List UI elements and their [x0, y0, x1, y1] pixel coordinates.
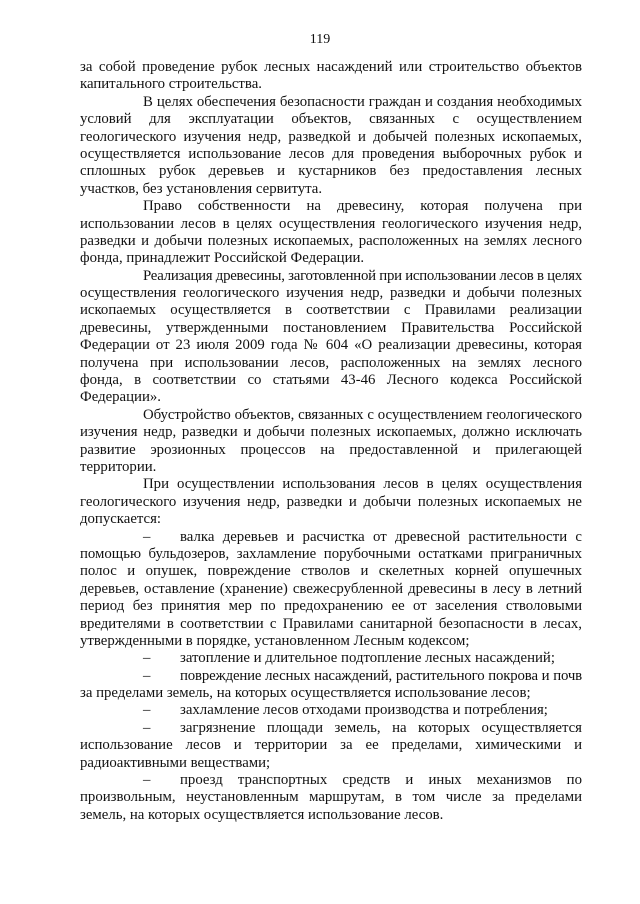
text-line: захламление лесов отходами производства и потребления; — [180, 702, 548, 719]
text-line: валка деревьев и расчистка от древесной растительности с — [180, 528, 582, 545]
list-marker: – — [143, 719, 151, 736]
text-line: деревьев, оставление (хранение) свежесрубленной древесины в лесу в летний — [80, 580, 582, 597]
text-row — [80, 250, 582, 267]
text-row — [80, 76, 582, 93]
text-line: радиоактивными веществами; — [80, 754, 271, 771]
text-row — [80, 459, 582, 476]
text-row — [80, 442, 582, 459]
text-row — [80, 546, 582, 563]
text-line: Обустройство объектов, связанных с осуществлением геологического — [143, 406, 582, 423]
text-line: Право собственности на древесину, которая получена при — [143, 198, 582, 215]
text-row — [80, 268, 582, 285]
text-line: развитие эрозионных процессов на предоставленной и прилегающей — [80, 441, 582, 458]
text-line: использование лесов и территории за ее пределами, химическими и — [80, 737, 582, 754]
text-row — [80, 389, 582, 406]
text-row — [80, 668, 582, 685]
text-line: использовании лесов в целях осуществления геологического изучения недр, — [80, 215, 582, 232]
text-line: помощью бульдозеров, захламление порубочными остатками приграничных — [80, 545, 582, 562]
text-line: Федерации от 23 июля 2009 года № 604 «О реализации древесины, которая — [80, 337, 582, 354]
text-row — [80, 355, 582, 372]
text-row — [80, 302, 582, 319]
text-line: условий для эксплуатации объектов, связанных с осуществлением — [80, 111, 582, 128]
text-row — [80, 129, 582, 146]
text-line: период без принятия мер по предохранению ее от заселения стволовыми — [80, 598, 582, 615]
text-line: разведки и добычи полезных ископаемых, расположенных на землях лесного — [80, 232, 582, 249]
text-line: Реализация древесины, заготовленной при использовании лесов в целях — [143, 267, 582, 284]
paragraph — [80, 59, 582, 94]
text-line: В целях обеспечения безопасности граждан и создания необходимых — [143, 93, 582, 110]
text-line: вредителями в соответствии с Правилами санитарной безопасности в лесах, — [80, 615, 582, 632]
list-marker: – — [143, 528, 151, 545]
text-row — [80, 720, 582, 737]
text-row — [80, 581, 582, 598]
paragraph — [80, 198, 582, 268]
text-line: древесины, утвержденными постановлением Правительства Российской — [80, 319, 582, 336]
text-row — [80, 163, 582, 180]
text-row — [80, 633, 582, 650]
list-item — [80, 772, 582, 824]
text-row — [80, 755, 582, 772]
text-line: утвержденными в порядке, установленном Лесным кодексом; — [80, 632, 470, 649]
text-row — [80, 337, 582, 354]
text-row — [80, 789, 582, 806]
text-row — [80, 702, 582, 719]
list-marker: – — [143, 702, 151, 719]
text-line: территории. — [80, 458, 157, 475]
paragraph — [80, 476, 582, 528]
list-item — [80, 668, 582, 703]
text-line: допускается: — [80, 511, 162, 528]
list-item — [80, 529, 582, 651]
text-line: фонда, в соответствии со статьями 43-46 Лесного кодекса Российской — [80, 372, 582, 389]
text-line: участков, без установления сервитута. — [80, 180, 323, 197]
text-row — [80, 476, 582, 493]
list-marker: – — [143, 667, 151, 684]
text-line: изучения недр, разведки и добычи полезных ископаемых, должно исключать — [80, 424, 582, 441]
text-row — [80, 320, 582, 337]
text-row — [80, 372, 582, 389]
text-row — [80, 59, 582, 76]
document-body — [80, 59, 582, 824]
text-row — [80, 233, 582, 250]
list-marker: – — [143, 772, 151, 789]
text-row — [80, 685, 582, 702]
text-row — [80, 616, 582, 633]
text-line: Федерации». — [80, 389, 161, 406]
text-line: за пределами земель, на которых осуществляется использование лесов; — [80, 685, 531, 702]
text-row — [80, 650, 582, 667]
text-line: При осуществлении использования лесов в целях осуществления — [143, 476, 582, 493]
text-line: произвольным, неустановленным маршрутам, в том числе за пределами — [80, 789, 582, 806]
text-line: получена при использовании лесов, расположенных на землях лесного — [80, 354, 582, 371]
text-row — [80, 737, 582, 754]
text-row — [80, 529, 582, 546]
text-line: осуществления геологического изучения недр, разведки и добычи полезных — [80, 285, 582, 302]
text-line: проезд транспортных средств и иных механизмов по — [180, 772, 582, 789]
text-line: геологического изучения недр, разведки и добычи полезных ископаемых не — [80, 493, 582, 510]
text-line: загрязнение площади земель, на которых осуществляется — [180, 719, 582, 736]
text-row — [80, 111, 582, 128]
text-row — [80, 216, 582, 233]
text-line: осуществляется использование лесов для проведения выборочных рубок и — [80, 145, 582, 162]
page-number: 119 — [309, 32, 331, 47]
text-row — [80, 407, 582, 424]
text-line: геологического изучения недр, разведкой и добычей полезных ископаемых, — [80, 128, 582, 145]
text-row — [80, 146, 582, 163]
text-row — [80, 494, 582, 511]
text-line: земель, на которых осуществляется использование лесов. — [80, 806, 444, 823]
text-line: затопление и длительное подтопление лесных насаждений; — [180, 650, 555, 667]
paragraph — [80, 94, 582, 198]
text-row — [80, 94, 582, 111]
text-row — [80, 198, 582, 215]
text-row — [80, 511, 582, 528]
text-line: капитального строительства. — [80, 76, 262, 93]
text-row — [80, 424, 582, 441]
paragraph — [80, 268, 582, 407]
list-item — [80, 650, 582, 667]
text-line: фонда, принадлежит Российской Федерации. — [80, 250, 365, 267]
text-row — [80, 772, 582, 789]
text-row — [80, 563, 582, 580]
text-row — [80, 807, 582, 824]
text-line: за собой проведение рубок лесных насаждений или строительство объектов — [80, 59, 582, 75]
text-line: ископаемых осуществляется в соответствии с Правилами реализации — [80, 302, 582, 319]
text-line: полос и опушек, повреждение стволов и скелетных корней опушечных — [80, 563, 582, 580]
text-row — [80, 598, 582, 615]
list-item — [80, 720, 582, 772]
list-marker: – — [143, 650, 151, 667]
text-row — [80, 285, 582, 302]
text-line: сплошных рубок деревьев и кустарников без предоставления лесных — [80, 163, 582, 180]
text-line: повреждение лесных насаждений, растительного покрова и почв — [180, 667, 582, 684]
text-row — [80, 181, 582, 198]
paragraph — [80, 407, 582, 477]
list-item — [80, 702, 582, 719]
